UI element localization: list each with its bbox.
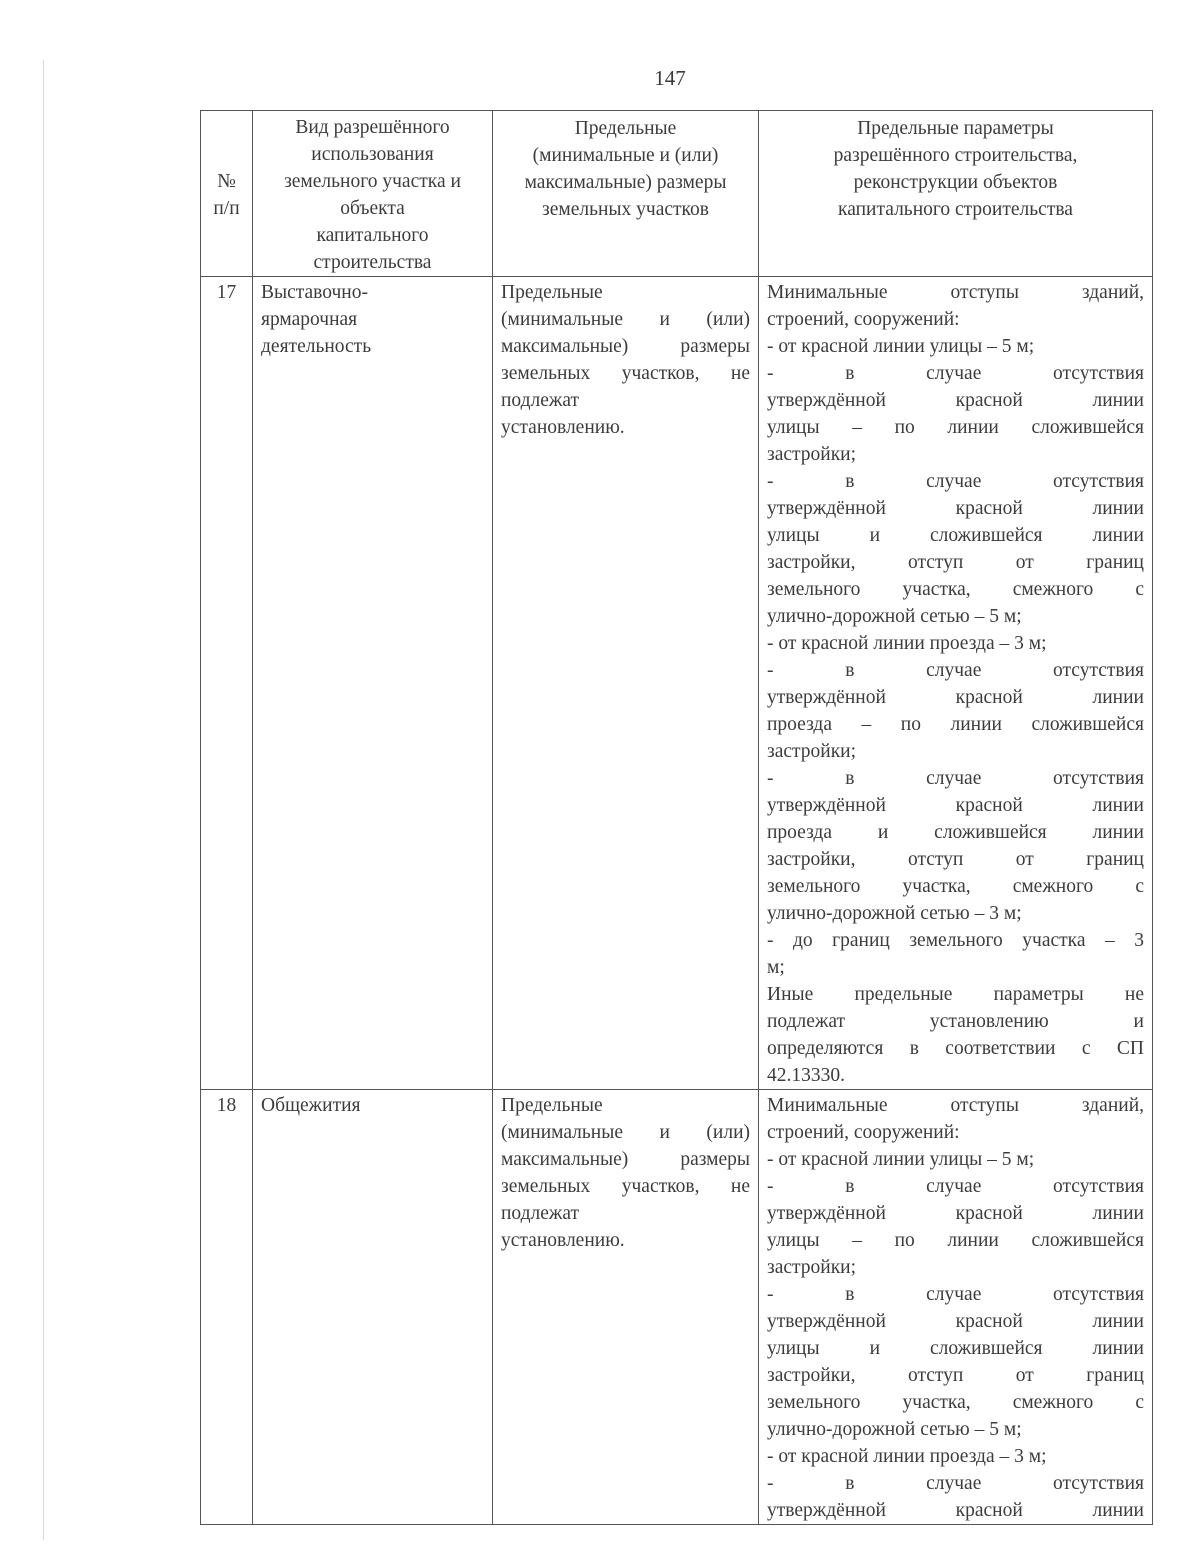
- params-line: - от красной линии проезда – 3 м;: [767, 633, 1047, 654]
- header-sizes-line: (минимальные и (или): [532, 145, 719, 166]
- params-line: улично-дорожной сетью – 5 м;: [767, 1419, 1022, 1440]
- sizes-line: (минимальные и (или): [501, 1122, 750, 1143]
- header-sizes-line: максимальные) размеры: [524, 172, 727, 193]
- row-params: [759, 277, 1153, 1090]
- header-params-line: разрешённого строительства,: [833, 145, 1078, 166]
- header-use-type-line: объекта: [340, 198, 405, 219]
- params-line: - в случае отсутствия: [767, 363, 1144, 384]
- sizes-line: установлению.: [501, 1230, 625, 1251]
- use-type-line: Общежития: [261, 1095, 361, 1116]
- header-params-line: реконструкции объектов: [853, 172, 1058, 193]
- row-sizes: [493, 1090, 759, 1525]
- sizes-line: Предельные: [501, 1095, 603, 1116]
- params-line: улицы и сложившейся линии: [767, 525, 1144, 546]
- row-use-type: [253, 277, 493, 1090]
- sizes-line: максимальные) размеры: [501, 1149, 750, 1170]
- table-row: [201, 277, 1153, 1090]
- params-line: Минимальные отступы зданий,: [767, 282, 1144, 303]
- header-use-type-line: строительства: [313, 252, 432, 273]
- params-line: строений, сооружений:: [767, 1122, 960, 1143]
- sizes-line: установлению.: [501, 417, 625, 438]
- params-line: - в случае отсутствия: [767, 1473, 1144, 1494]
- table-header-row: [201, 111, 1153, 277]
- params-line: застройки;: [767, 1257, 857, 1278]
- params-line: застройки;: [767, 444, 857, 465]
- params-line: утверждённой красной линии: [767, 1203, 1144, 1224]
- params-line: улицы – по линии сложившейся: [767, 417, 1144, 438]
- params-line: улично-дорожной сетью – 5 м;: [767, 606, 1022, 627]
- params-line: утверждённой красной линии: [767, 1311, 1144, 1332]
- land-use-regulations-table: [200, 110, 1153, 1525]
- params-line: подлежат установлению и: [767, 1011, 1144, 1032]
- params-line: - в случае отсутствия: [767, 1284, 1144, 1305]
- use-type-line: Выставочно-: [261, 282, 368, 303]
- row-sizes: [493, 277, 759, 1090]
- sizes-line: максимальные) размеры: [501, 336, 750, 357]
- params-line: утверждённой красной линии: [767, 498, 1144, 519]
- params-line: утверждённой красной линии: [767, 795, 1144, 816]
- params-line: застройки, отступ от границ: [767, 552, 1144, 573]
- page-number: 147: [654, 66, 686, 90]
- params-line: проезда – по линии сложившейся: [767, 714, 1144, 735]
- header-params-line: капитального строительства: [838, 199, 1073, 220]
- params-line: застройки;: [767, 741, 857, 762]
- header-sizes: [493, 111, 759, 277]
- params-line: - до границ земельного участка – 3: [767, 930, 1144, 951]
- use-type-line: ярмарочная: [261, 309, 358, 330]
- sizes-line: подлежат: [501, 1203, 580, 1224]
- params-line: - от красной линии улицы – 5 м;: [767, 1149, 1035, 1170]
- table-row: [201, 1090, 1153, 1525]
- params-line: застройки, отступ от границ: [767, 1365, 1144, 1386]
- row-number: 17: [201, 277, 253, 1090]
- params-line: утверждённой красной линии: [767, 1500, 1144, 1521]
- params-line: 42.13330.: [767, 1065, 845, 1086]
- header-use-type-line: Вид разрешённого: [295, 117, 450, 138]
- sizes-line: подлежат: [501, 390, 580, 411]
- header-use-type-line: земельного участка и: [284, 171, 461, 192]
- sizes-line: земельных участков, не: [501, 363, 750, 384]
- header-sizes-line: земельных участков: [542, 199, 709, 220]
- params-line: улицы – по линии сложившейся: [767, 1230, 1144, 1251]
- params-line: улицы и сложившейся линии: [767, 1338, 1144, 1359]
- params-line: застройки, отступ от границ: [767, 849, 1144, 870]
- header-sizes-line: Предельные: [574, 118, 677, 139]
- params-line: - в случае отсутствия: [767, 471, 1144, 492]
- params-line: - в случае отсутствия: [767, 768, 1144, 789]
- row-params: [759, 1090, 1153, 1525]
- params-line: земельного участка, смежного с: [767, 1392, 1144, 1413]
- header-params: [759, 111, 1153, 277]
- row-number: 18: [201, 1090, 253, 1525]
- params-line: - от красной линии улицы – 5 м;: [767, 336, 1035, 357]
- params-line: Минимальные отступы зданий,: [767, 1095, 1144, 1116]
- header-use-type-line: использования: [311, 144, 434, 165]
- header-params-line: Предельные параметры: [857, 118, 1054, 139]
- header-num-line: №: [217, 171, 236, 192]
- header-num-line: п/п: [213, 198, 240, 219]
- params-line: Иные предельные параметры не: [767, 984, 1144, 1005]
- params-line: утверждённой красной линии: [767, 390, 1144, 411]
- scan-edge-line: [43, 60, 44, 1540]
- params-line: утверждённой красной линии: [767, 687, 1144, 708]
- params-line: земельного участка, смежного с: [767, 579, 1144, 600]
- use-type-line: деятельность: [261, 336, 372, 357]
- params-line: строений, сооружений:: [767, 309, 960, 330]
- params-line: - в случае отсутствия: [767, 1176, 1144, 1197]
- header-use-type: [253, 111, 493, 277]
- sizes-line: Предельные: [501, 282, 603, 303]
- sizes-line: (минимальные и (или): [501, 309, 750, 330]
- params-line: определяются в соответствии с СП: [767, 1038, 1144, 1059]
- header-use-type-line: капитального: [316, 225, 429, 246]
- row-use-type: [253, 1090, 493, 1525]
- params-line: - в случае отсутствия: [767, 660, 1144, 681]
- header-num: [201, 111, 253, 277]
- params-line: земельного участка, смежного с: [767, 876, 1144, 897]
- params-line: проезда и сложившейся линии: [767, 822, 1144, 843]
- sizes-line: земельных участков, не: [501, 1176, 750, 1197]
- params-line: - от красной линии проезда – 3 м;: [767, 1446, 1047, 1467]
- params-line: улично-дорожной сетью – 3 м;: [767, 903, 1022, 924]
- params-line: м;: [767, 957, 785, 978]
